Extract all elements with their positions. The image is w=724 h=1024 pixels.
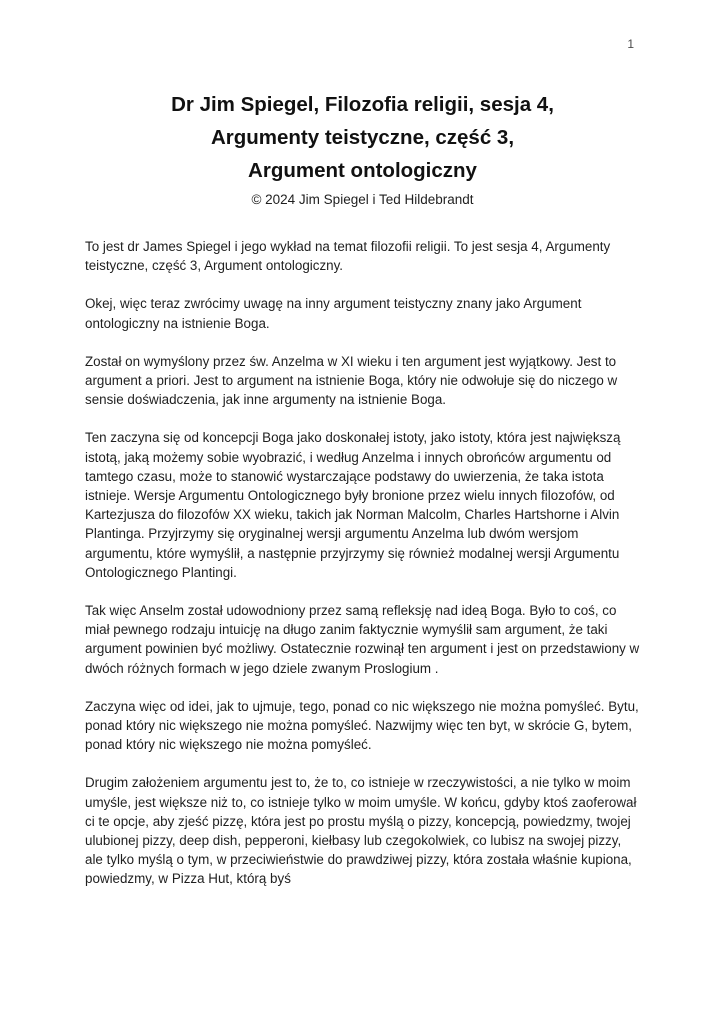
page-number: 1 [627, 37, 634, 51]
paragraph: Drugim założeniem argumentu jest to, że to, co istnieje w rzeczywistości, a nie tylko w moim umyśle, jest większe niż to, co istnieje tylko w moim umyśle. W końcu, gdyby ktoś zaoferował ci te opcje, aby zjeść pizzę, która jest po prostu myślą o pizzy, koncepcją, powiedzmy, twojej ulubionej pizzy, deep dish, pepperoni, kiełbasy lub czegokolwiek, co lubisz na swojej pizzy, ale tylko myślą o tym, w przeciwieństwie do prawdziwej pizzy, która została właśnie kupiona, powiedzmy, w Pizza Hut, którą byś [85, 775, 637, 887]
paragraph: Zaczyna więc od idei, jak to ujmuje, tego, ponad co nic większego nie można pomyśleć. Bytu, ponad który nic większego nie można pomyśleć. Nazwijmy więc ten byt, w skrócie G, bytem, ponad który nic większego nie można pomyśleć. [85, 698, 639, 753]
paragraph: Tak więc Anselm został udowodniony przez samą refleksję nad ideą Boga. Było to coś, co miał pewnego rodzaju intuicję na długo zanim faktycznie wymyślił sam argument, że taki argument powinien być możliwy. Ostatecznie rozwinął ten argument i jest on przedstawiony w dwóch różnych formach w jego dziele zwanym Proslogium . [85, 603, 640, 676]
copyright-notice: © 2024 Jim Spiegel i Ted Hildebrandt [251, 192, 474, 207]
document-title-line-2: Argumenty teistyczne, część 3, [210, 126, 515, 149]
paragraph: Ten zaczyna się od koncepcji Boga jako doskonałej istoty, jako istoty, która jest największą istotą, jaką możemy sobie wyobrazić, i według Anzelma i innych obrońców argumentu od tamtego czasu, może to stanowić wystarczające podstawy do uwierzenia, że taka istota istnieje. Wersje Argumentu Ontologicznego były bronione przez wielu innych filozofów, od Kartezjusza do filozofów XX wieku, takich jak Norman Malcolm, Charles Hartshorne i Alvin Plantinga. Przyjrzymy się oryginalnej wersji argumentu Anzelma lub dwóm wersjom argumentu, które wymyślił, a następnie przyjrzymy się również modalnej wersji Argumentu Ontologicznego Plantingi. [85, 430, 621, 580]
paragraph: To jest dr James Spiegel i jego wykład na temat filozofii religii. To jest sesja 4, Argumenty teistyczne, część 3, Argument ontologiczny. [85, 239, 611, 274]
document-body [85, 237, 640, 889]
paragraph: Został on wymyślony przez św. Anzelma w XI wieku i ten argument jest wyjątkowy. Jest to argument a priori. Jest to argument na istnienie Boga, który nie odwołuje się do niczego w sensie doświadczenia, jak inne argumenty na istnienie Boga. [85, 353, 618, 408]
paragraph: Okej, więc teraz zwrócimy uwagę na inny argument teistyczny znany jako Argument ontologiczny na istnienie Boga. [85, 296, 582, 331]
document-title-line-1: Dr Jim Spiegel, Filozofia religii, sesja 4, [171, 93, 554, 116]
document-title-line-3: Argument ontologiczny [248, 159, 477, 182]
document-title [85, 88, 640, 209]
